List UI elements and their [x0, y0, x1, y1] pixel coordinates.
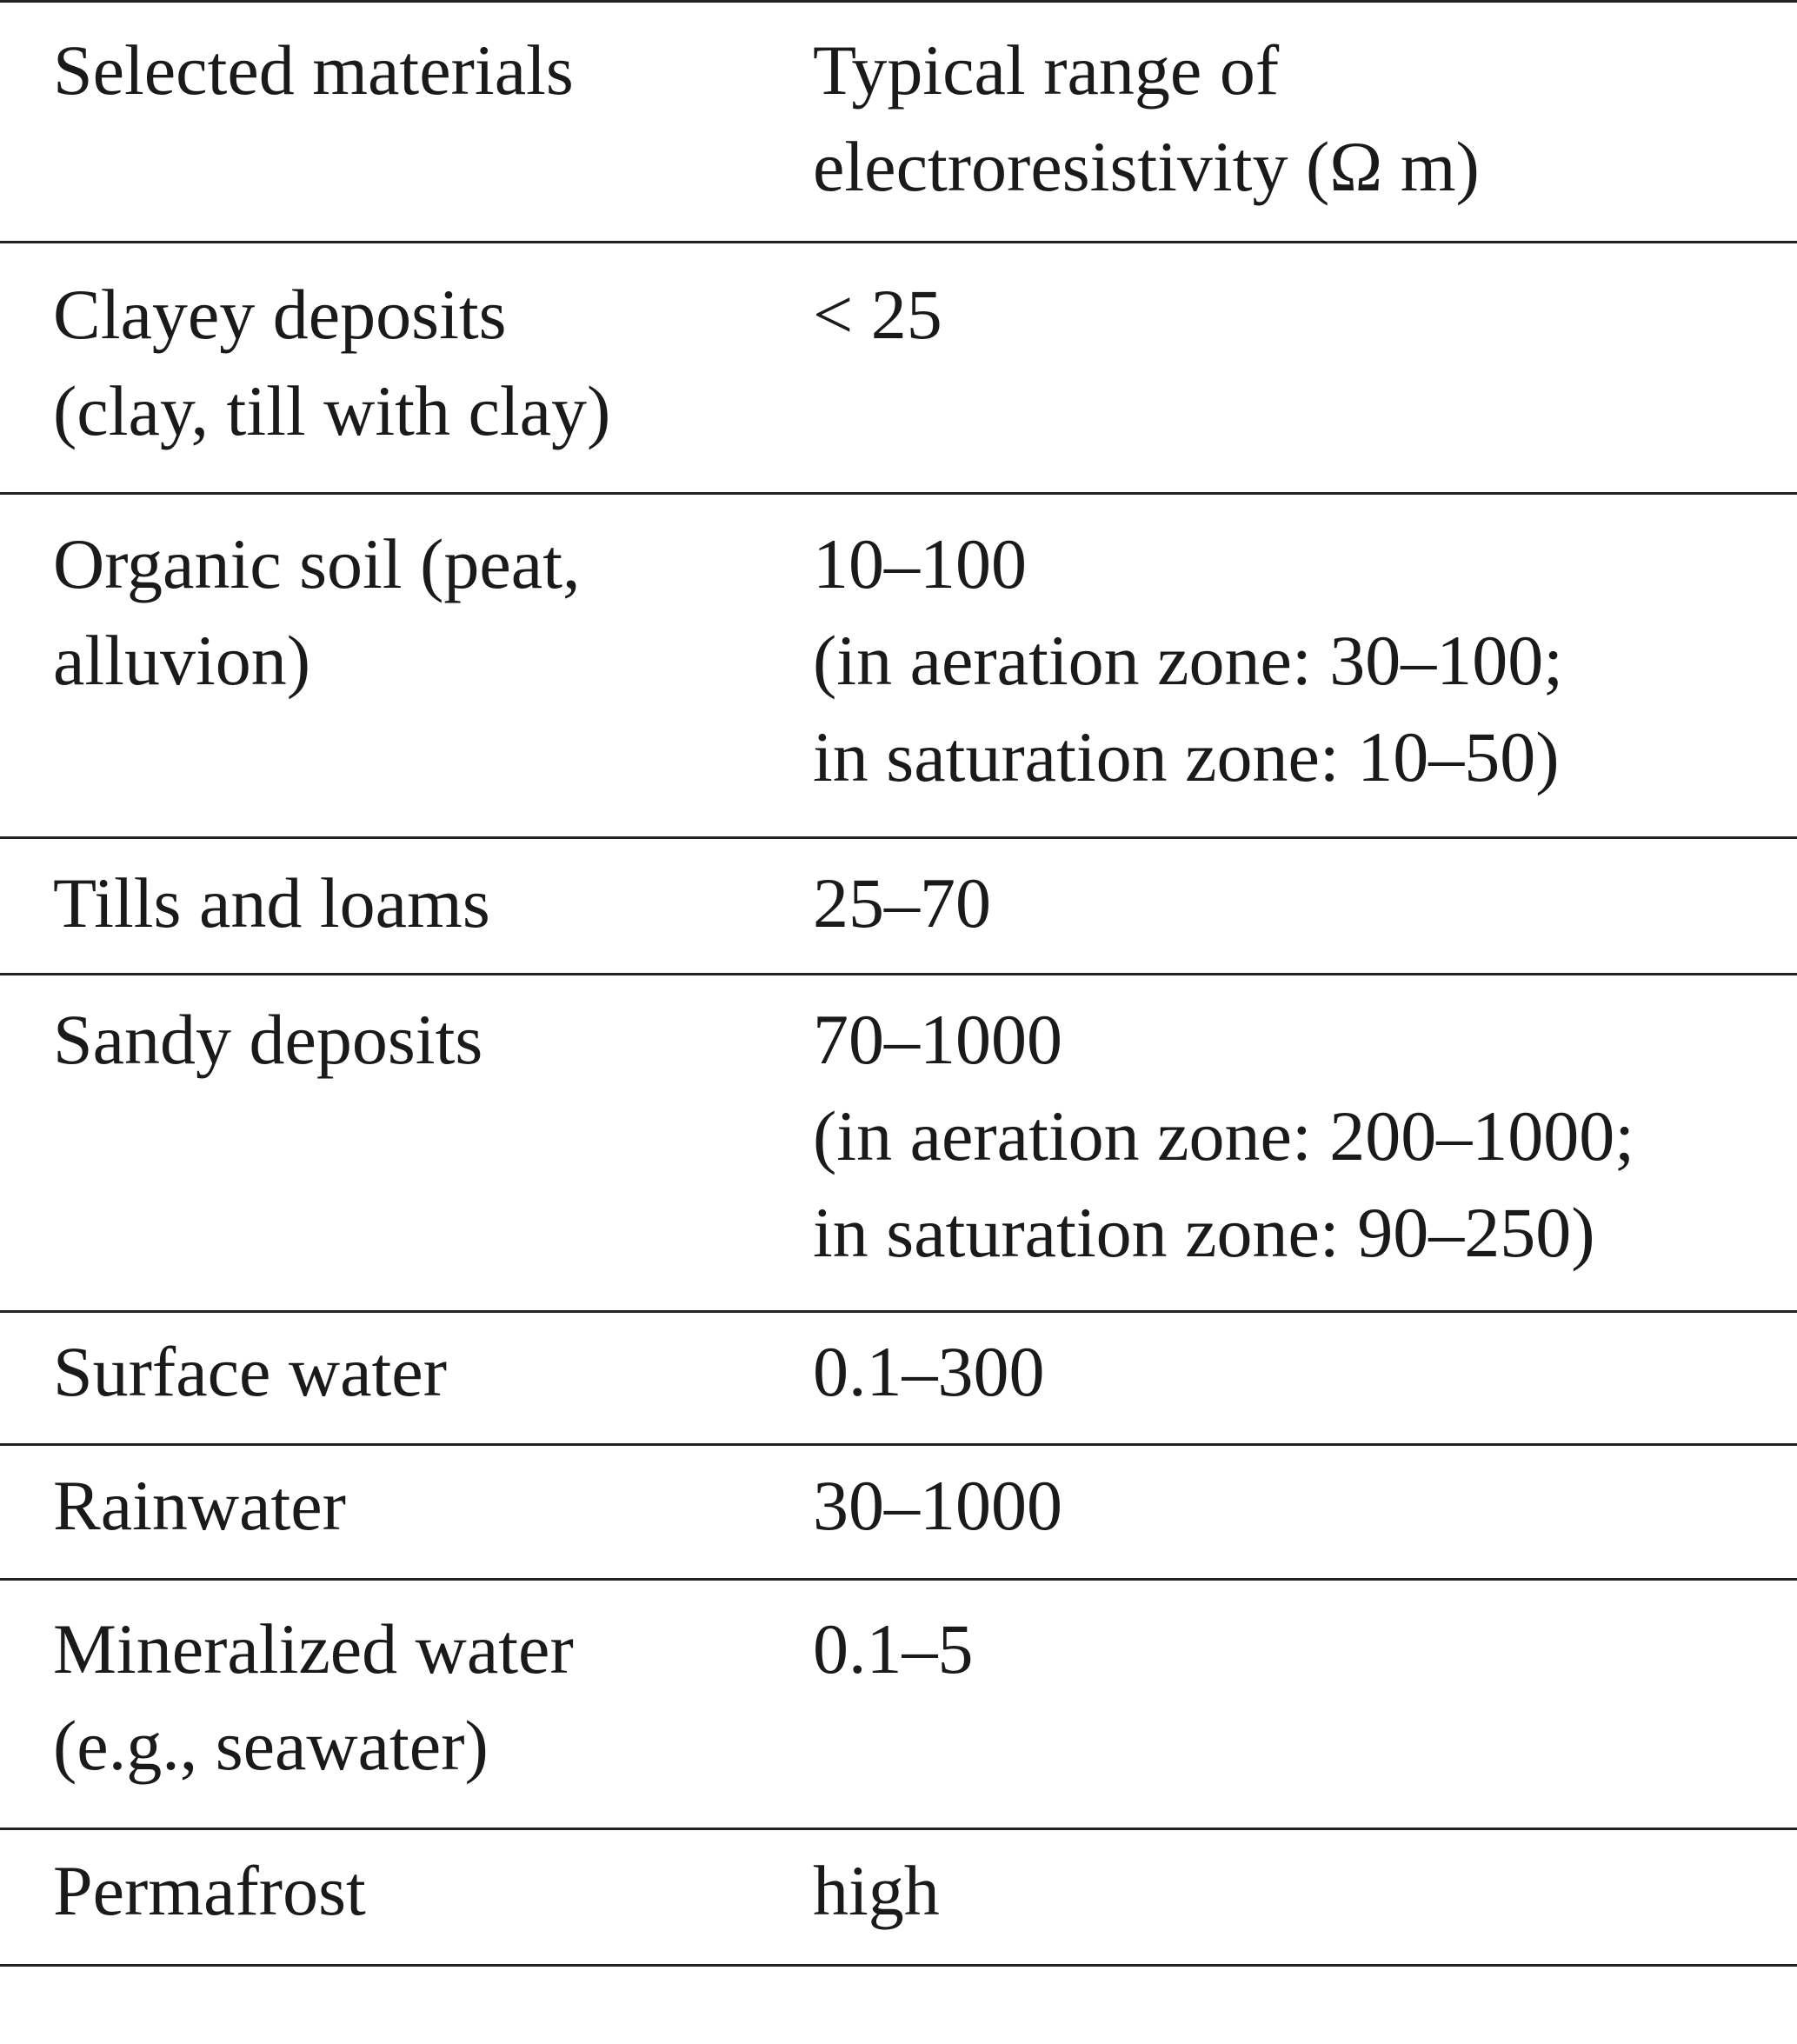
material-cell: Surface water [53, 1332, 448, 1411]
material-cell: Clayey deposits (clay, till with clay) [53, 275, 611, 450]
table-row [0, 1446, 1797, 1581]
header-selected-materials: Selected materials [53, 30, 574, 110]
range-cell: high [813, 1851, 940, 1930]
range-cell: 0.1–5 [813, 1609, 974, 1688]
material-cell: Tills and loams [53, 863, 490, 942]
table-row [0, 1830, 1797, 1967]
material-cell: Permafrost [53, 1851, 366, 1930]
table-row [0, 839, 1797, 975]
table-row [0, 243, 1797, 495]
range-cell: 30–1000 [813, 1466, 1062, 1545]
range-cell: 25–70 [813, 863, 991, 942]
range-cell: 10–100 (in aeration zone: 30–100; in saturation zone: 10–50) [813, 524, 1564, 796]
table-row [0, 1313, 1797, 1446]
range-cell: 70–1000 (in aeration zone: 200–1000; in saturation zone: 90–250) [813, 1000, 1635, 1272]
range-cell: < 25 [813, 275, 942, 354]
range-cell: 0.1–300 [813, 1332, 1045, 1411]
material-cell: Sandy deposits [53, 1000, 483, 1079]
table-row [0, 975, 1797, 1313]
table-row [0, 1581, 1797, 1830]
material-cell: Rainwater [53, 1466, 346, 1545]
material-cell: Organic soil (peat, alluvion) [53, 524, 581, 700]
material-cell: Mineralized water (e.g., seawater) [53, 1609, 574, 1785]
header-typical-range: Typical range of electroresistivity (Ω m) [813, 30, 1480, 206]
table-header-row [0, 0, 1797, 243]
table-row [0, 495, 1797, 839]
